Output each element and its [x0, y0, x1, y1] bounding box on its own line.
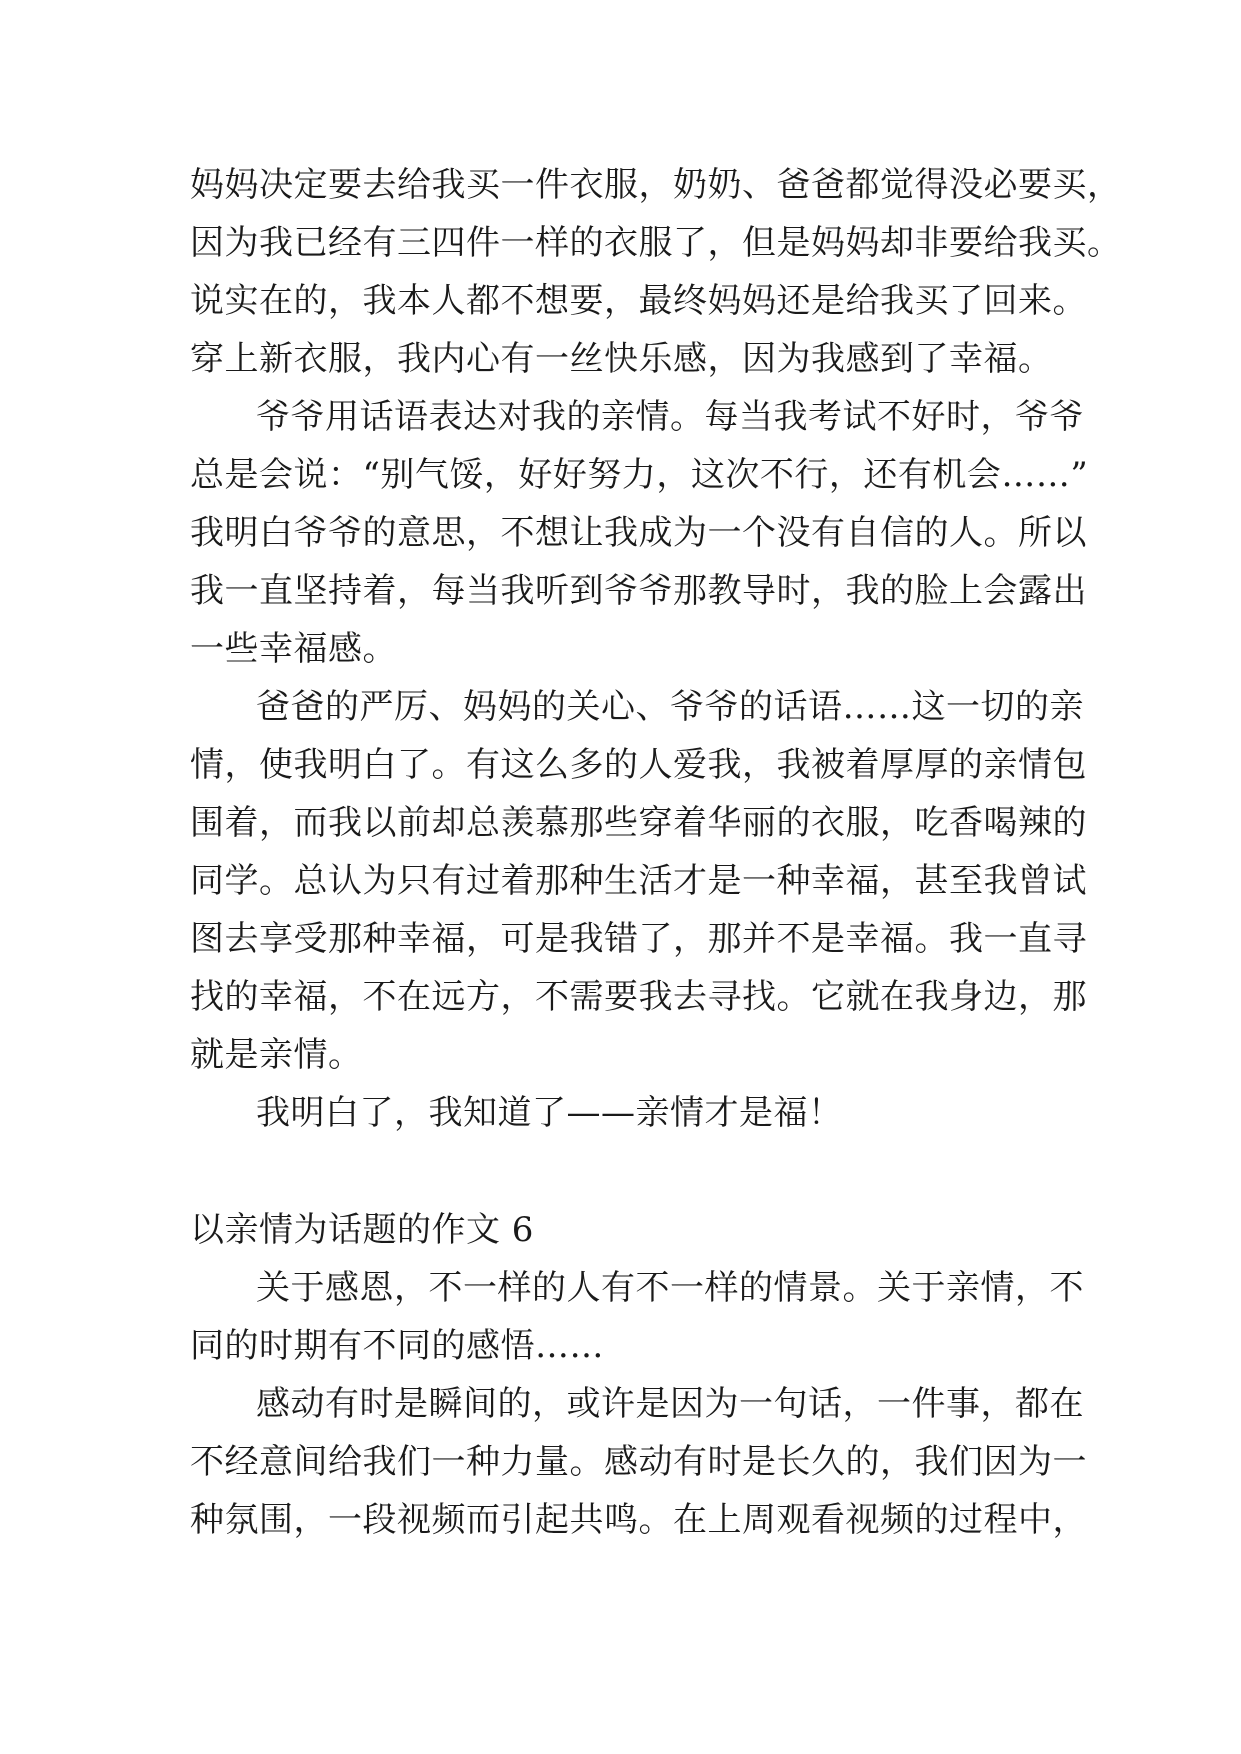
paragraph-line: 关于感恩，不一样的人有不一样的情景。关于亲情，不 — [256, 1268, 1084, 1308]
paragraph-line: 不经意间给我们一种力量。感动有时是长久的，我们因为一 — [190, 1442, 1087, 1482]
paragraph-line: 同的时期有不同的感悟…… — [190, 1326, 604, 1366]
paragraph-line: 说实在的，我本人都不想要，最终妈妈还是给我买了回来。 — [190, 281, 1087, 321]
paragraph-line: 图去享受那种幸福，可是我错了，那并不是幸福。我一直寻 — [190, 919, 1087, 959]
paragraph-line: 我明白爷爷的意思，不想让我成为一个没有自信的人。所以 — [190, 513, 1087, 553]
paragraph-line: 我一直坚持着，每当我听到爷爷那教导时，我的脸上会露出 — [190, 571, 1087, 611]
paragraph-line: 找的幸福，不在远方，不需要我去寻找。它就在我身边，那 — [190, 977, 1087, 1017]
paragraph-line: 围着，而我以前却总羡慕那些穿着华丽的衣服，吃香喝辣的 — [190, 803, 1087, 843]
paragraph-line: 总是会说：“别气馁，好好努力，这次不行，还有机会……” — [190, 455, 1089, 495]
paragraph-line: 情，使我明白了。有这么多的人爱我，我被着厚厚的亲情包 — [190, 745, 1087, 785]
paragraph-line: 同学。总认为只有过着那种生活才是一种幸福，甚至我曾试 — [190, 861, 1087, 901]
paragraph-line: 穿上新衣服，我内心有一丝快乐感，因为我感到了幸福。 — [190, 339, 1053, 379]
paragraph-line: 我明白了，我知道了——亲情才是福！ — [256, 1093, 843, 1133]
paragraph-line: 爸爸的严厉、妈妈的关心、爷爷的话语……这一切的亲 — [256, 687, 1084, 727]
paragraph-line: 爷爷用话语表达对我的亲情。每当我考试不好时，爷爷 — [256, 397, 1084, 437]
paragraph-line: 感动有时是瞬间的，或许是因为一句话，一件事，都在 — [256, 1384, 1084, 1424]
paragraph-line: 一些幸福感。 — [190, 629, 397, 669]
paragraph-line: 因为我已经有三四件一样的衣服了，但是妈妈却非要给我买。 — [190, 223, 1122, 263]
essay-heading: 以亲情为话题的作文 6 — [190, 1210, 534, 1250]
paragraph-line: 妈妈决定要去给我买一件衣服，奶奶、爸爸都觉得没必要买， — [190, 165, 1122, 205]
paragraph-line: 就是亲情。 — [190, 1035, 363, 1075]
paragraph-line: 种氛围，一段视频而引起共鸣。在上周观看视频的过程中， — [190, 1500, 1087, 1540]
